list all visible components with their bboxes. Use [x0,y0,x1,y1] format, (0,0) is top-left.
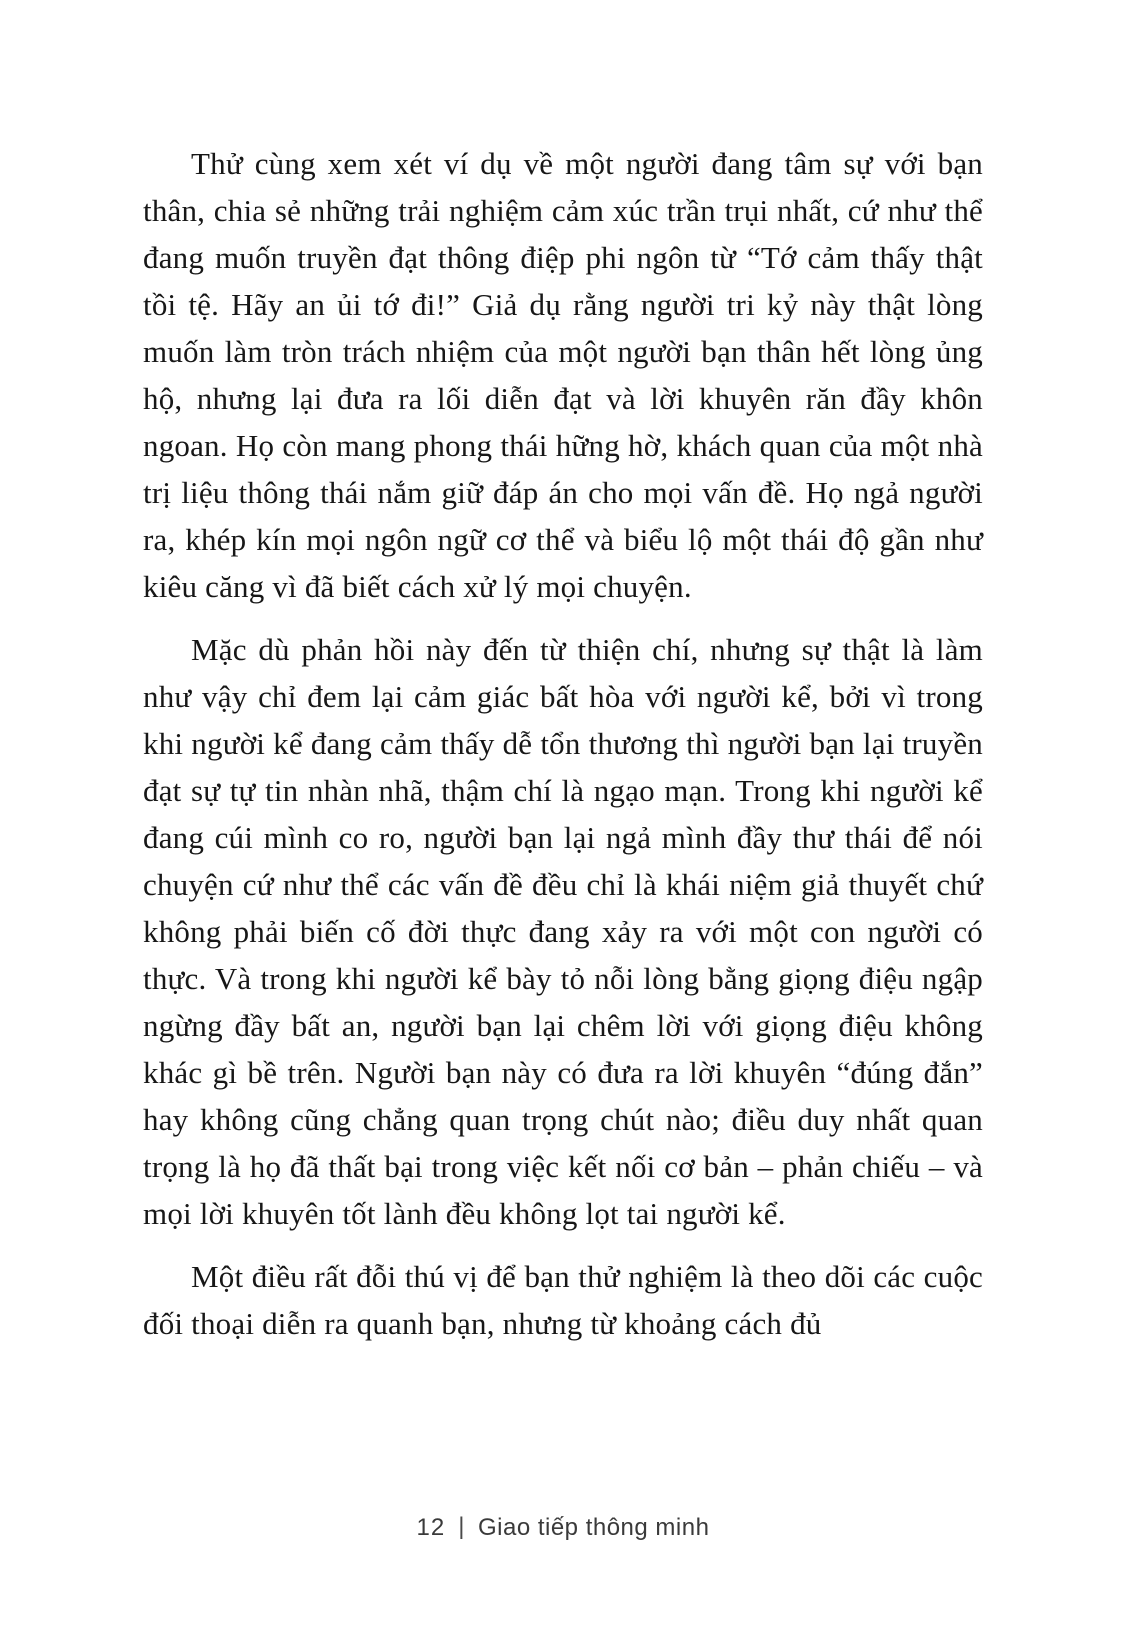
page-number: 12 [416,1514,446,1541]
footer-separator: | [458,1513,465,1540]
body-paragraph: Một điều rất đỗi thú vị để bạn thử nghiệm là theo dõi các cuộc đối thoại diễn ra quanh bạn, nhưng từ khoảng cách đủ [143,1259,983,1341]
page-body-text [143,140,983,1363]
page-footer [0,1508,1126,1548]
book-title: Giao tiếp thông minh [477,1514,710,1541]
body-paragraph: Mặc dù phản hồi này đến từ thiện chí, nhưng sự thật là làm như vậy chỉ đem lại cảm giác bất hòa với người kể, bởi vì trong khi người kể đang cảm thấy dễ tổn thương thì người bạn lại truyền đạt sự tự tin nhàn nhã, thậm chí là ngạo mạn. Trong khi người kể đang cúi mình co ro, người bạn lại ngả mình đầy thư thái để nói chuyện cứ như thể các vấn đề đều chỉ là khái niệm giả thuyết chứ không phải biến cố đời thực đang xảy ra với một con người có thực. Và trong khi người kể bày tỏ nỗi lòng bằng giọng điệu ngập ngừng đầy bất an, người bạn lại chêm lời với giọng điệu không khác gì bề trên. Người bạn này có đưa ra lời khuyên “đúng đắn” hay không cũng chẳng quan trọng chút nào; điều duy nhất quan trọng là họ đã thất bại trong việc kết nối cơ bản – phản chiếu – và mọi lời khuyên tốt lành đều không lọt tai người kể. [143,632,983,1231]
body-paragraph: Thử cùng xem xét ví dụ về một người đang tâm sự với bạn thân, chia sẻ những trải nghiệm cảm xúc trần trụi nhất, cứ như thể đang muốn truyền đạt thông điệp phi ngôn từ “Tớ cảm thấy thật tồi tệ. Hãy an ủi tớ đi!” Giả dụ rằng người tri kỷ này thật lòng muốn làm tròn trách nhiệm của một người bạn thân hết lòng ủng hộ, nhưng lại đưa ra lối diễn đạt và lời khuyên răn đầy khôn ngoan. Họ còn mang phong thái hững hờ, khách quan của một nhà trị liệu thông thái nắm giữ đáp án cho mọi vấn đề. Họ ngả người ra, khép kín mọi ngôn ngữ cơ thể và biểu lộ một thái độ gần như kiêu căng vì đã biết cách xử lý mọi chuyện. [143,146,983,604]
